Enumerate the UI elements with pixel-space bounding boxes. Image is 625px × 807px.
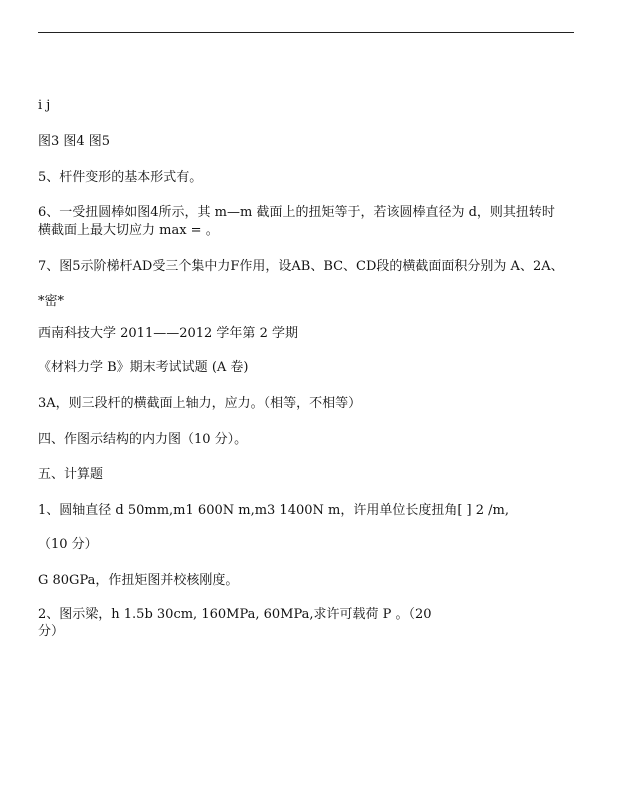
header-rule — [38, 32, 574, 33]
text-line-calc-2-cont: 分） — [38, 624, 65, 639]
text-line-calc-1-points: （10 分） — [38, 537, 98, 552]
text-line-question-7-cont: 3A，则三段杆的横截面上轴力，应力。（相等，不相等） — [38, 396, 362, 411]
text-line-calc-2: 2、图示梁，h 1.5b 30cm, 160MPa, 60MPa,求许可载荷 P 。（20 — [38, 607, 432, 622]
text-line-university-term: 西南科技大学 2011——2012 学年第 2 学期 — [38, 326, 298, 341]
text-line-exam-title: 《材料力学 B》期末考试试题 (A 卷) — [38, 360, 249, 375]
text-line-question-7: 7、图5示阶梯杆AD受三个集中力F作用，设AB、BC、CD段的横截面面积分别为 A、2A、 — [38, 259, 564, 274]
text-line-figure-numbers: 图3 图4 图5 — [38, 134, 111, 149]
text-line-secret-mark: *密* — [38, 294, 65, 309]
text-line-section-4: 四、作图示结构的内力图（10 分）。 — [38, 432, 248, 447]
text-line-question-6: 6、一受扭圆棒如图4所示，其 m—m 截面上的扭矩等于，若该圆棒直径为 d，则其扭转时 — [38, 205, 555, 220]
text-line-question-5: 5、杆件变形的基本形式有。 — [38, 170, 203, 185]
text-line-section-5: 五、计算题 — [38, 467, 104, 482]
text-line-calc-1-cont: G 80GPa，作扭矩图并校核刚度。 — [38, 573, 239, 588]
text-line-figure-labels-ij: i j — [38, 98, 51, 113]
text-line-question-6-cont: 横截面上最大切应力 max = 。 — [38, 223, 219, 238]
text-line-calc-1: 1、圆轴直径 d 50mm,m1 600N m,m3 1400N m，许用单位长度扭角[ ] 2 /m, — [38, 503, 509, 518]
